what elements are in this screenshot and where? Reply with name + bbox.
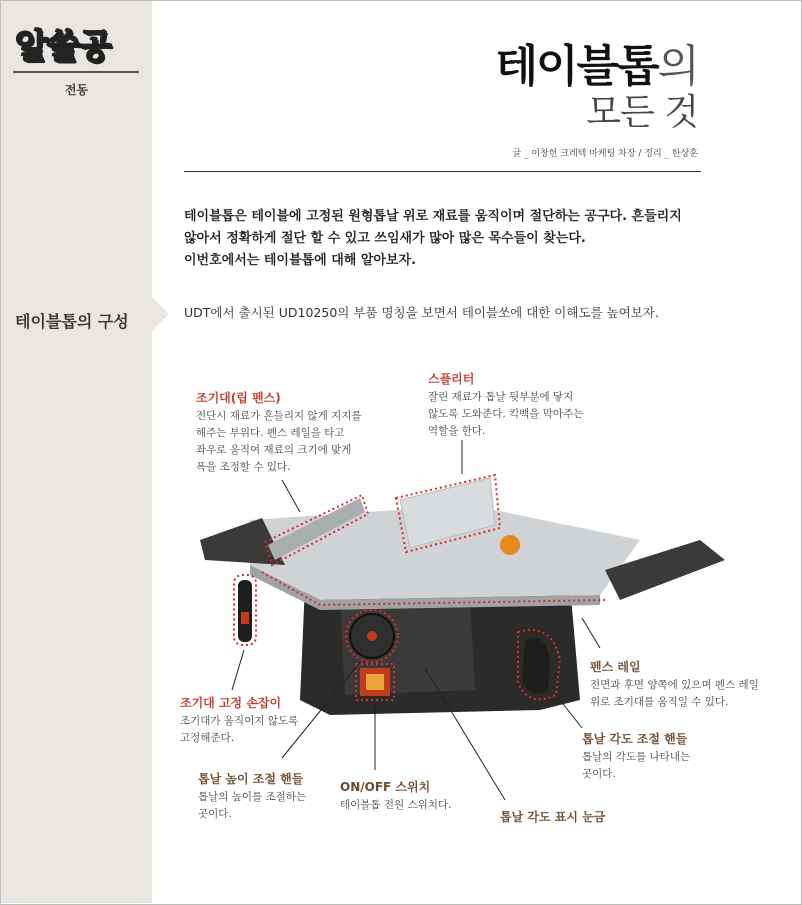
annotation-line: 테이블톱 전원 스위치다. [340, 799, 452, 811]
annotation-rail-body [590, 677, 759, 711]
handwheel-hub [367, 631, 377, 641]
byline: 글 _ 이창헌 크레텍 마케팅 차장 / 정리 _ 한상훈 [512, 149, 698, 159]
annotation-fence-lock-title: 조기대 고정 손잡이 [180, 696, 282, 710]
lock-leader [232, 650, 244, 690]
series-logo: 알쓸공 [15, 27, 111, 67]
annotation-scale-title: 톱날 각도 표시 눈금 [500, 810, 606, 824]
annotation-line: 전면과 후면 양쪽에 있으며 펜스 레일 [590, 679, 759, 691]
annotation-switch-title: ON/OFF 스위치 [340, 780, 431, 794]
annotation-line: 곳이다. [198, 808, 232, 820]
rail-leader [582, 618, 600, 648]
title-light: 의 [657, 41, 698, 92]
figure-caption: UDT에서 출시된 UD10250의 부품 명칭을 보면서 테이블쏘에 대한 이해도를 높여보자. [184, 305, 659, 320]
annotation-switch-body [340, 797, 451, 814]
annotation-angle-handle-body [582, 749, 690, 783]
annotation-fence-body [196, 408, 362, 476]
intro-line: 이번호에서는 테이블톱에 대해 알아보자. [184, 253, 417, 268]
fence-leader [282, 480, 300, 512]
annotation-line: 해주는 부위다. 펜스 레일을 타고 [196, 427, 345, 439]
annotation-line: 조기대가 움직이지 않도록 [180, 715, 299, 727]
miter-knob [500, 535, 520, 555]
annotation-splitter-body [428, 389, 583, 440]
annotation-line: 곳이다. [582, 768, 616, 780]
annotation-line: 위로 조기대를 움직일 수 있다. [590, 696, 729, 708]
annotation-line: 잘린 재료가 톱날 뒷부분에 닿지 [428, 391, 574, 403]
title-bold: 테이블톱 [495, 41, 658, 92]
annotation-fence-lock-body [180, 713, 298, 747]
angle-handle-leader [560, 700, 582, 728]
intro-line: 테이블톱은 테이블에 고정된 원형톱날 위로 재료를 움직이며 절단하는 공구다. 흔들리지 [184, 209, 682, 224]
annotation-line: 폭을 조정할 수 있다. [196, 461, 291, 473]
section-label: 테이블톱의 구성 [15, 312, 129, 331]
fence-lock-handle [238, 580, 252, 642]
category-label: 전동 [64, 83, 89, 97]
annotation-line: 톱날의 높이를 조절하는 [198, 791, 307, 803]
annotation-fence-title: 조기대(립 펜스) [196, 391, 281, 405]
intro-line: 않아서 정확하게 절단 할 수 있고 쓰임새가 많아 많은 목수들이 찾는다. [184, 231, 586, 246]
annotation-height-handle-body [198, 789, 306, 823]
annotation-splitter-title: 스플리터 [428, 372, 475, 386]
annotation-angle-handle-title: 톱날 각도 조절 핸들 [582, 732, 688, 746]
annotation-height-handle-title: 톱날 높이 조절 핸들 [198, 772, 304, 786]
annotation-line: 좌우로 움직여 재료의 크기에 맞게 [196, 444, 352, 456]
annotation-line: 역할을 한다. [428, 425, 486, 437]
annotation-rail-title: 펜스 레일 [590, 660, 641, 674]
annotation-line: 고정해준다. [180, 732, 235, 744]
annotation-line: 톱날의 각도를 나타내는 [582, 751, 691, 763]
switch-button [366, 674, 384, 690]
annotation-line: 않도록 도와준다. 킥백을 막아주는 [428, 408, 584, 420]
fence-lock-grip [241, 612, 249, 624]
annotation-line: 전단시 재료가 흔들리지 않게 지지를 [196, 410, 362, 422]
page-title-line2: 모든 것 [586, 92, 698, 133]
